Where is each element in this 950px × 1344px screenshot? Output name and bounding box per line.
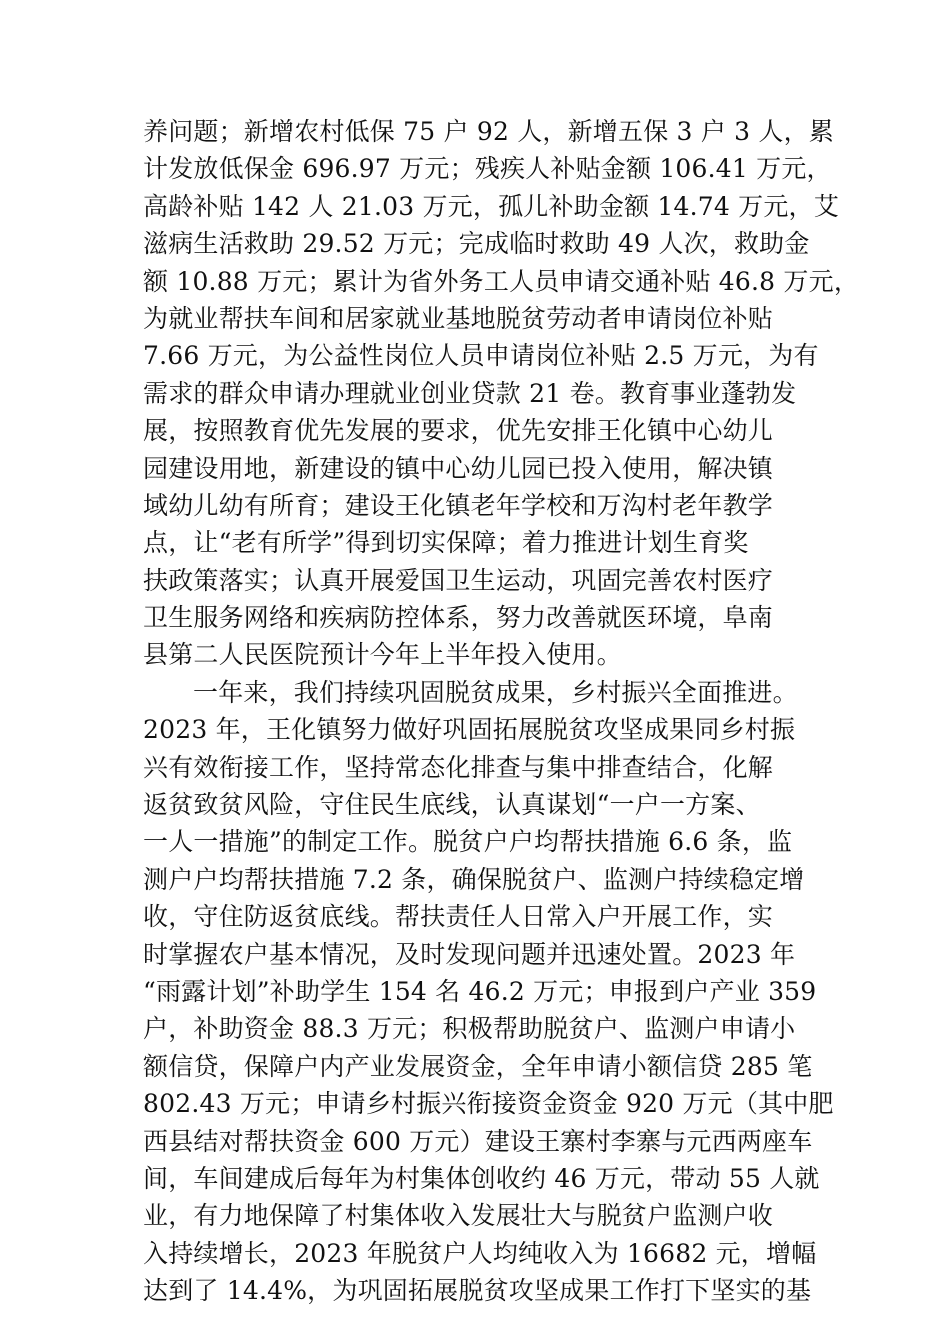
text-line: “雨露计划”补助学生 154 名 46.2 万元；申报到户产业 359 [143,976,817,1006]
paragraph-start-line: 一年来，我们持续巩固脱贫成果，乡村振兴全面推进。 [193,677,798,707]
text-line: 计发放低保金 696.97 万元；残疾人补贴金额 106.41 万元， [143,154,832,184]
text-line: 西县结对帮扶资金 600 万元）建设王寨村李寨与元西两座车 [143,1126,813,1156]
text-line: 为就业帮扶车间和居家就业基地脱贫劳动者申请岗位补贴 [143,303,774,333]
text-line: 额信贷，保障户内产业发展资金，全年申请小额信贷 285 笔 [143,1051,813,1081]
text-line: 养问题；新增农村低保 75 户 92 人，新增五保 3 户 3 人，累 [143,117,835,146]
text-line: 间，车间建成后每年为村集体创收约 46 万元，带动 55 人就 [143,1163,820,1193]
text-line: 点，让“老有所学”得到切实保障；着力推进计划生育奖 [143,528,749,558]
text-line: 园建设用地，新建设的镇中心幼儿园已投入使用，解决镇 [143,453,774,483]
text-line: 扶政策落实；认真开展爱国卫生运动，巩固完善农村医疗 [143,565,774,595]
text-line: 县第二人民医院预计今年上半年投入使用。 [143,640,622,670]
text-line: 卫生服务网络和疾病防控体系，努力改善就医环境，阜南 [143,603,774,633]
text-line: 需求的群众申请办理就业创业贷款 21 卷。教育事业蓬勃发 [143,378,797,408]
text-line: 达到了 14.4%，为巩固拓展脱贫攻坚成果工作打下坚实的基 [143,1276,812,1306]
text-line: 户，补助资金 88.3 万元；积极帮助脱贫户、监测户申请小 [143,1014,796,1044]
text-line: 兴有效衔接工作，坚持常态化排查与集中排查结合，化解 [143,752,774,782]
text-line: 域幼儿幼有所育；建设王化镇老年学校和万沟村老年教学 [143,490,774,520]
text-line: 测户户均帮扶措施 7.2 条，确保脱贫户、监测户持续稳定增 [143,864,805,894]
text-line: 7.66 万元，为公益性岗位人员申请岗位补贴 2.5 万元，为有 [143,341,819,371]
text-line: 滋病生活救助 29.52 万元；完成临时救助 49 人次，救助金 [143,229,810,259]
text-line: 2023 年，王化镇努力做好巩固拓展脱贫攻坚成果同乡村振 [143,715,796,745]
text-line: 额 10.88 万元；累计为省外务工人员申请交通补贴 46.8 万元， [143,266,860,296]
text-line: 收，守住防返贫底线。帮扶责任人日常入户开展工作，实 [143,902,774,932]
text-line: 802.43 万元；申请乡村振兴衔接资金资金 920 万元（其中肥 [143,1089,834,1119]
text-line: 时掌握农户基本情况，及时发现问题并迅速处置。2023 年 [143,939,796,969]
body-text [143,113,860,1310]
text-line: 展，按照教育优先发展的要求，优先安排王化镇中心幼儿 [143,416,774,446]
text-line: 高龄补贴 142 人 21.03 万元，孤儿补助金额 14.74 万元，艾 [143,191,839,221]
text-line: 入持续增长，2023 年脱贫户人均纯收入为 16682 元，增幅 [143,1238,817,1268]
text-line: 返贫致贫风险，守住民生底线，认真谋划“一户一方案、 [143,790,761,820]
text-line: 业，有力地保障了村集体收入发展壮大与脱贫户监测户收 [143,1201,774,1231]
text-line: 一人一措施”的制定工作。脱贫户户均帮扶措施 6.6 条，监 [143,827,793,857]
